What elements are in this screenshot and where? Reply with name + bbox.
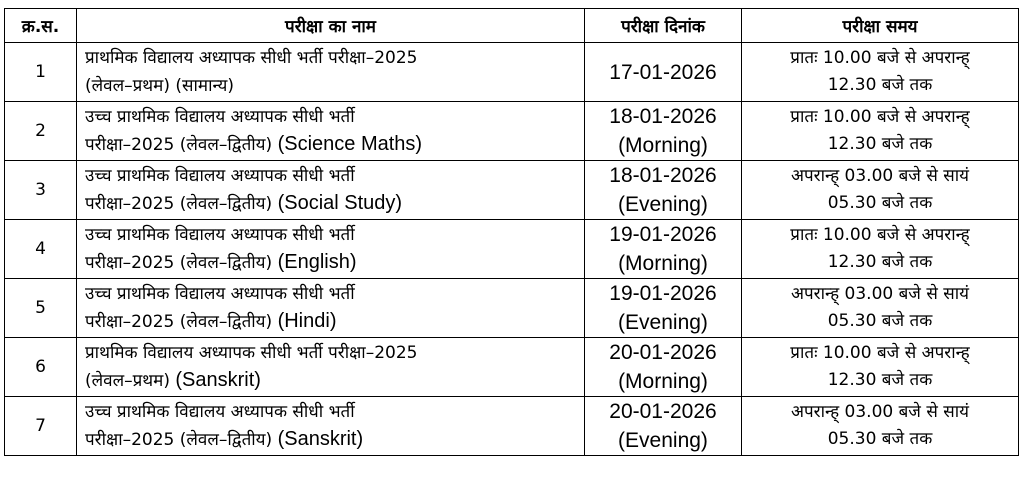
- exam-time-line-2: 12.30 बजे तक: [827, 370, 933, 390]
- exam-name-line-1: प्राथमिक विद्यालय अध्यापक सीधी भर्ती परीक्षा–2025: [85, 47, 418, 68]
- serial-number: 4: [5, 220, 77, 279]
- exam-time-line-2: 12.30 बजे तक: [827, 252, 933, 272]
- exam-shift: (Evening): [618, 193, 708, 216]
- exam-name: [77, 102, 585, 161]
- exam-name-line-1: उच्च प्राथमिक विद्यालय अध्यापक सीधी भर्ती: [85, 224, 355, 245]
- exam-name-line-1: उच्च प्राथमिक विद्यालय अध्यापक सीधी भर्ती: [85, 165, 355, 186]
- serial-number: 6: [5, 338, 77, 397]
- table-row: [5, 102, 1019, 161]
- exam-date-value: 17-01-2026: [609, 60, 717, 84]
- exam-shift: (Evening): [618, 311, 708, 334]
- exam-name-line-2: परीक्षा–2025 (लेवल–द्वितीय): [85, 311, 278, 332]
- table-row: [5, 43, 1019, 102]
- exam-date: [585, 338, 742, 397]
- exam-name: [77, 279, 585, 338]
- exam-time-line-1: अपरान्ह् 03.00 बजे से सायं: [791, 284, 969, 304]
- exam-time-line-2: 05.30 बजे तक: [827, 429, 933, 449]
- exam-name-line-2: (लेवल–प्रथम): [85, 370, 176, 391]
- exam-date-value: 19-01-2026: [609, 282, 717, 305]
- table-row: [5, 279, 1019, 338]
- exam-date: [585, 279, 742, 338]
- exam-date-value: 20-01-2026: [609, 400, 717, 423]
- exam-date: [585, 161, 742, 220]
- header-row: [5, 9, 1019, 43]
- exam-name: [77, 397, 585, 456]
- exam-time-line-2: 12.30 बजे तक: [827, 75, 933, 95]
- exam-name-line-2: (लेवल–प्रथम) (सामान्य): [85, 75, 234, 96]
- header-serial: क्र.स.: [5, 9, 77, 43]
- exam-name-line-1: प्राथमिक विद्यालय अध्यापक सीधी भर्ती परीक्षा–2025: [85, 342, 418, 363]
- exam-name-line-2: परीक्षा–2025 (लेवल–द्वितीय): [85, 252, 278, 273]
- exam-subject: (Social Study): [277, 191, 403, 214]
- serial-number: 7: [5, 397, 77, 456]
- exam-name-line-2: परीक्षा–2025 (लेवल–द्वितीय): [85, 429, 278, 450]
- exam-time-line-1: प्रातः 10.00 बजे से अपरान्ह्: [790, 343, 970, 363]
- header-exam-name: परीक्षा का नाम: [77, 9, 585, 43]
- exam-time-line-2: 12.30 बजे तक: [827, 134, 933, 154]
- exam-time-line-1: प्रातः 10.00 बजे से अपरान्ह्: [790, 107, 970, 127]
- serial-number: 5: [5, 279, 77, 338]
- exam-subject: (Sanskrit): [277, 427, 364, 450]
- exam-schedule: [4, 8, 1018, 456]
- exam-time: [742, 102, 1019, 161]
- exam-time-line-1: अपरान्ह् 03.00 बजे से सायं: [791, 402, 969, 422]
- exam-name-line-2: परीक्षा–2025 (लेवल–द्वितीय): [85, 134, 278, 155]
- exam-date-value: 18-01-2026: [609, 105, 717, 128]
- exam-time-line-1: प्रातः 10.00 बजे से अपरान्ह्: [790, 225, 970, 245]
- exam-shift: (Morning): [618, 252, 708, 275]
- exam-name: [77, 43, 585, 102]
- exam-time: [742, 220, 1019, 279]
- exam-date: [585, 43, 742, 102]
- exam-subject: (Sanskrit): [175, 368, 261, 391]
- exam-time-line-1: अपरान्ह् 03.00 बजे से सायं: [791, 166, 969, 186]
- exam-time: [742, 397, 1019, 456]
- exam-name-line-1: उच्च प्राथमिक विद्यालय अध्यापक सीधी भर्ती: [85, 106, 355, 127]
- exam-name-line-2: परीक्षा–2025 (लेवल–द्वितीय): [85, 193, 278, 214]
- exam-time: [742, 43, 1019, 102]
- exam-time-line-1: प्रातः 10.00 बजे से अपरान्ह्: [790, 48, 970, 68]
- table-row: [5, 338, 1019, 397]
- table-row: [5, 161, 1019, 220]
- exam-date: [585, 397, 742, 456]
- header-exam-time: परीक्षा समय: [742, 9, 1019, 43]
- exam-schedule-table: [4, 8, 1019, 456]
- exam-date-value: 20-01-2026: [609, 341, 717, 364]
- exam-subject: (Hindi): [277, 309, 337, 332]
- exam-time-line-2: 05.30 बजे तक: [827, 193, 933, 213]
- exam-date: [585, 102, 742, 161]
- exam-shift: (Evening): [618, 429, 708, 452]
- exam-subject: (Science Maths): [277, 132, 423, 155]
- exam-shift: (Morning): [618, 370, 708, 393]
- header-exam-date: परीक्षा दिनांक: [585, 9, 742, 43]
- exam-name: [77, 220, 585, 279]
- exam-subject: (English): [277, 250, 357, 273]
- exam-name: [77, 338, 585, 397]
- exam-name-line-1: उच्च प्राथमिक विद्यालय अध्यापक सीधी भर्ती: [85, 283, 355, 304]
- exam-time: [742, 279, 1019, 338]
- exam-name: [77, 161, 585, 220]
- exam-shift: (Morning): [618, 134, 708, 157]
- exam-time: [742, 161, 1019, 220]
- table-row: [5, 397, 1019, 456]
- exam-date-value: 19-01-2026: [609, 223, 717, 246]
- serial-number: 2: [5, 102, 77, 161]
- exam-date-value: 18-01-2026: [609, 164, 717, 187]
- exam-date: [585, 220, 742, 279]
- serial-number: 1: [5, 43, 77, 102]
- serial-number: 3: [5, 161, 77, 220]
- exam-time-line-2: 05.30 बजे तक: [827, 311, 933, 331]
- table-row: [5, 220, 1019, 279]
- exam-name-line-1: उच्च प्राथमिक विद्यालय अध्यापक सीधी भर्ती: [85, 401, 355, 422]
- exam-time: [742, 338, 1019, 397]
